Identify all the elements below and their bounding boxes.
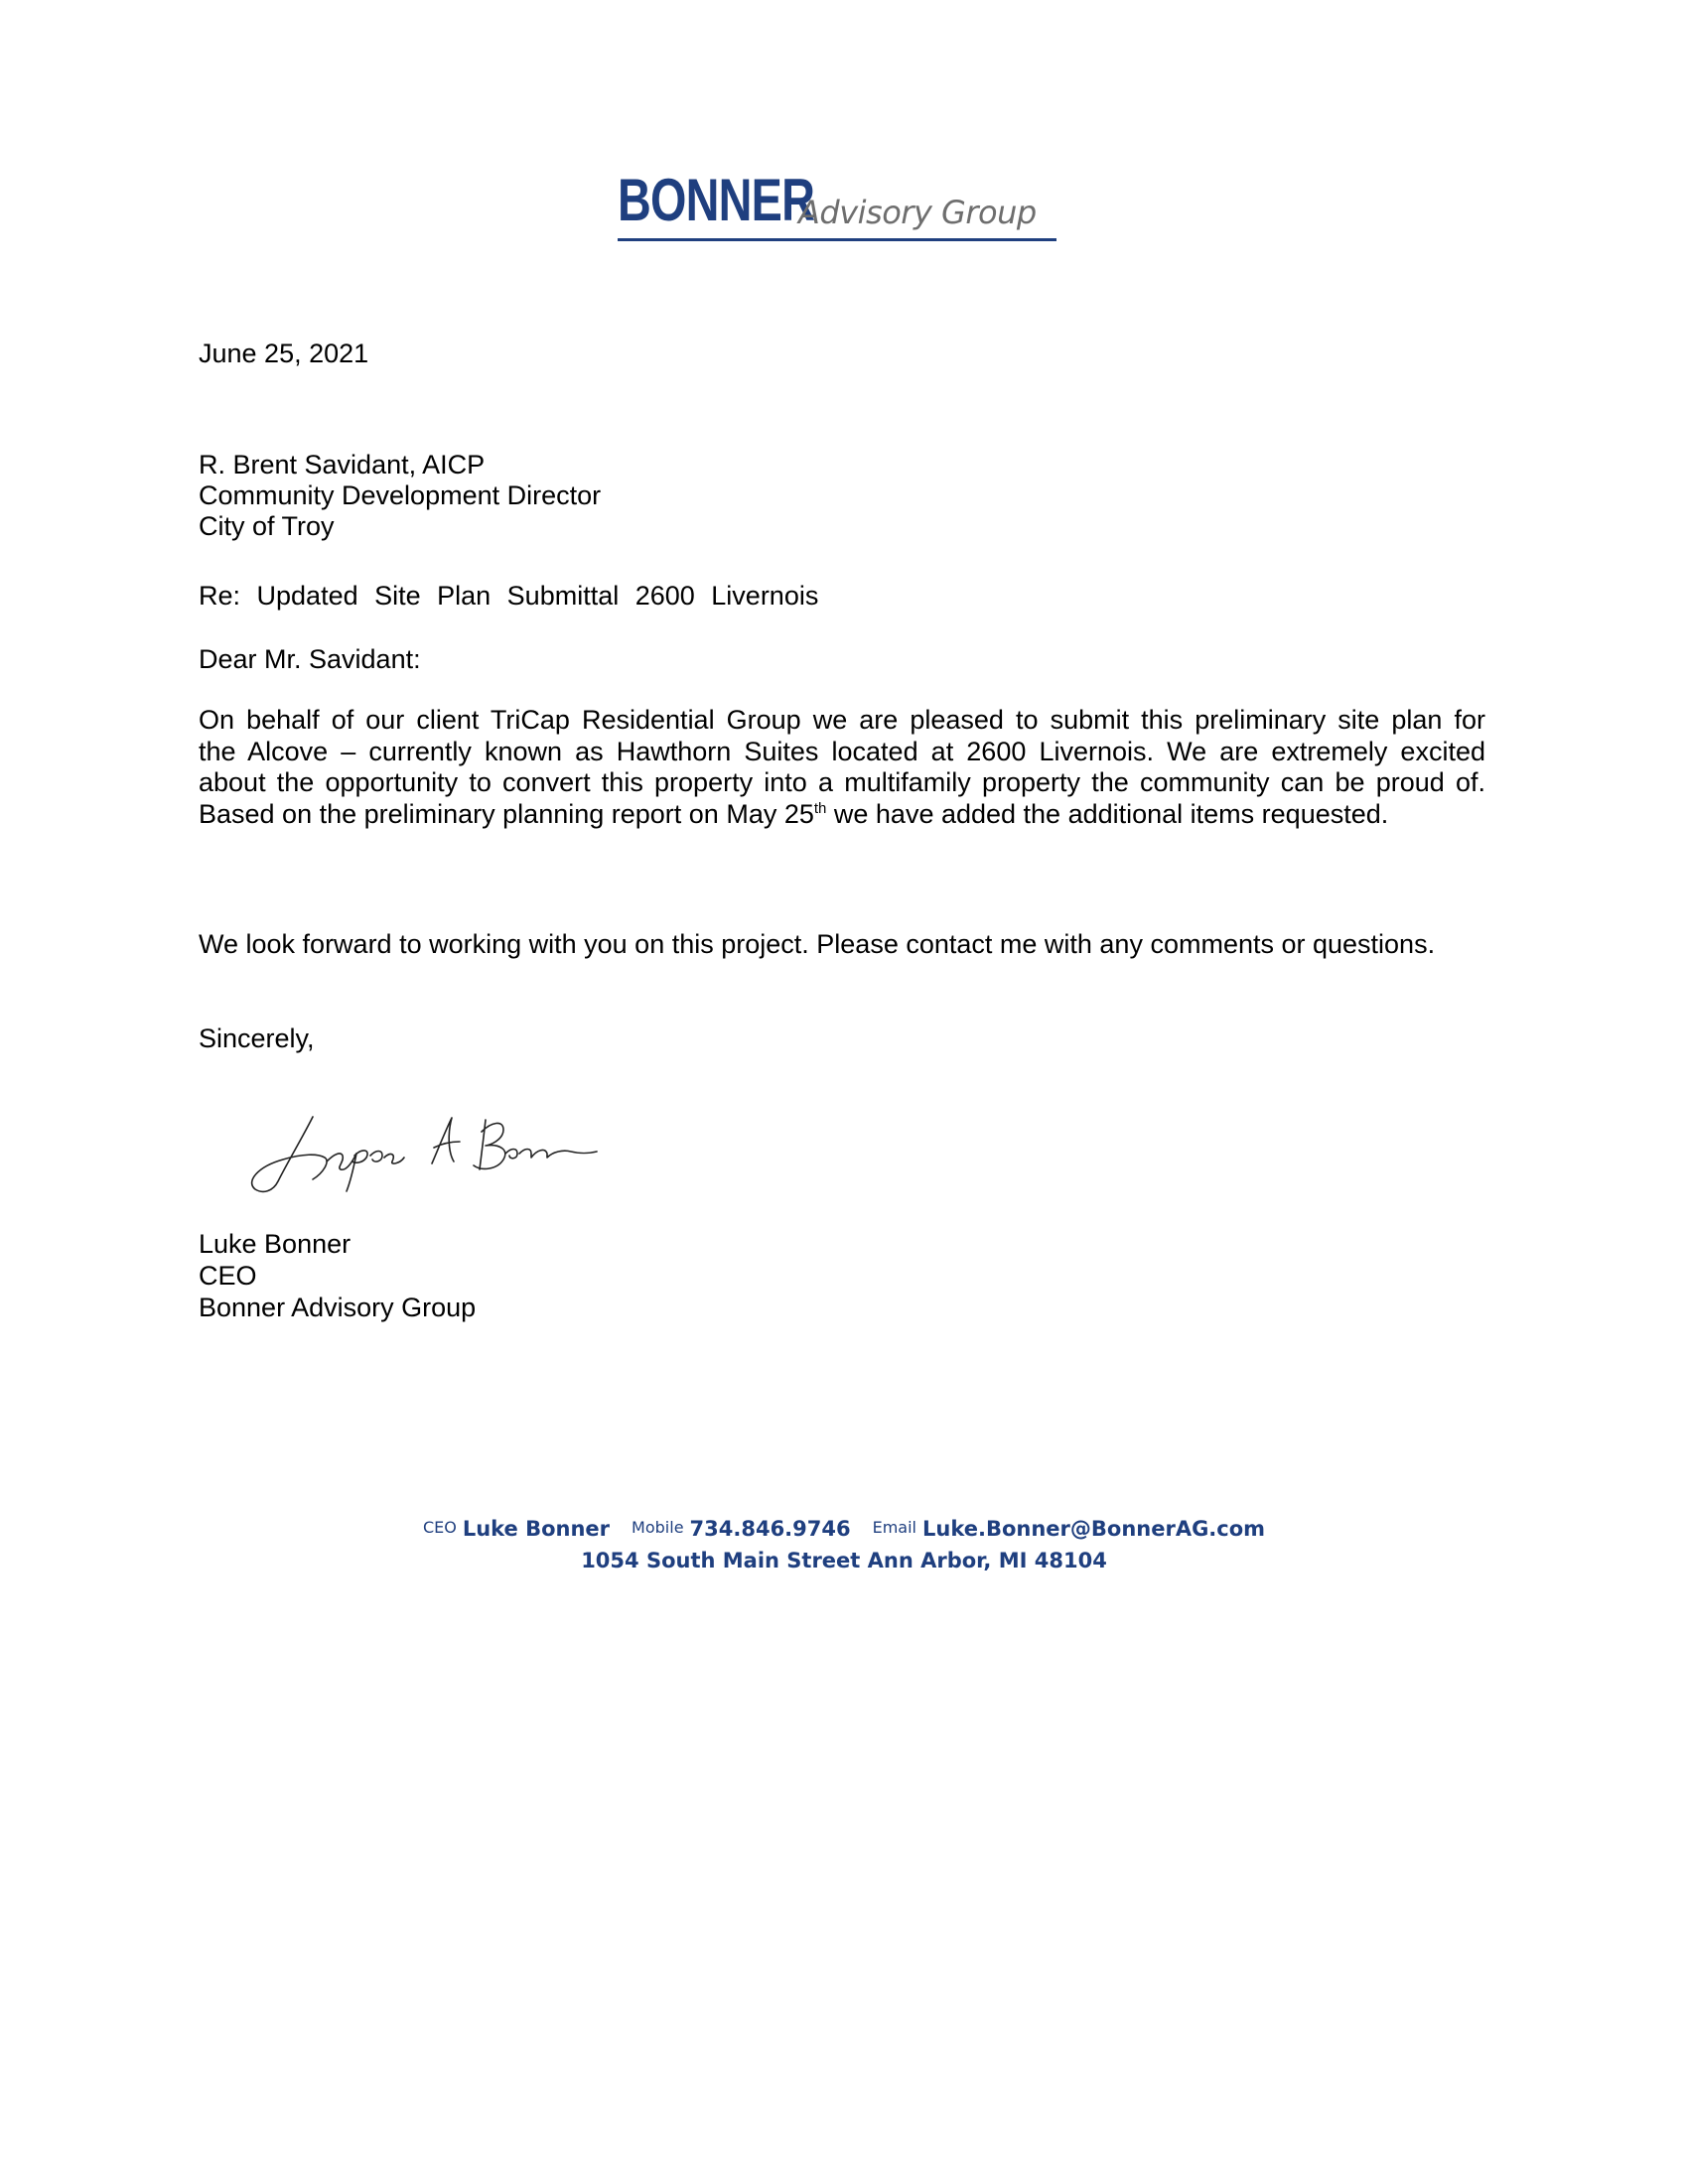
signer-name: Luke Bonner — [199, 1229, 352, 1259]
footer-address: 1054 South Main Street Ann Arbor, MI 48104 — [581, 1549, 1107, 1572]
logo-brand-text: BONNER — [618, 167, 815, 233]
letter-date: June 25, 2021 — [199, 339, 369, 368]
signer-title: CEO — [199, 1261, 257, 1291]
footer-ceo-label: CEO — [422, 1518, 457, 1537]
footer-ceo-name: Luke Bonner — [462, 1517, 611, 1541]
company-logo — [618, 169, 1056, 246]
closing: Sincerely, — [199, 1024, 315, 1053]
recipient-organization: City of Troy — [199, 511, 335, 541]
handwritten-signature — [243, 1092, 601, 1201]
paragraph-text: Based on the preliminary planning report on May 25 — [199, 798, 814, 829]
footer-address-line — [0, 1549, 1688, 1572]
logo-tagline-text: Advisory Group — [798, 194, 1037, 231]
footer-email-link[interactable]: Luke.Bonner@BonnerAG.com — [922, 1517, 1266, 1541]
body-paragraph-2: We look forward to working with you on this project. Please contact me with any comments or questions. — [199, 929, 1436, 959]
paragraph-line — [199, 799, 1485, 831]
recipient-title: Community Development Director — [199, 480, 602, 510]
footer-mobile-number: 734.846.9746 — [689, 1517, 851, 1541]
signer-block — [199, 1228, 476, 1323]
footer-mobile-label: Mobile — [632, 1518, 684, 1537]
paragraph-text: we have added the additional items requested. — [826, 798, 1389, 829]
subject-line: Re: Updated Site Plan Submittal 2600 Livernois — [199, 581, 819, 611]
recipient-name: R. Brent Savidant, AICP — [199, 450, 486, 479]
recipient-block — [199, 450, 1485, 542]
salutation: Dear Mr. Savidant: — [199, 644, 421, 674]
logo-underline — [618, 238, 1056, 241]
footer-email-label: Email — [872, 1518, 916, 1537]
ordinal-suffix: th — [813, 799, 827, 817]
paragraph-line: On behalf of our client TriCap Residential Group we are pleased to submit this preliminary site plan for — [199, 705, 1485, 735]
footer-contact-line — [0, 1517, 1688, 1541]
body-paragraph-1 — [199, 705, 1485, 830]
paragraph-line: about the opportunity to convert this property into a multifamily property the community can be proud of. — [199, 767, 1485, 797]
signer-company: Bonner Advisory Group — [199, 1293, 477, 1322]
paragraph-line: the Alcove – currently known as Hawthorn Suites located at 2600 Livernois. We are extremely excited — [199, 736, 1485, 766]
